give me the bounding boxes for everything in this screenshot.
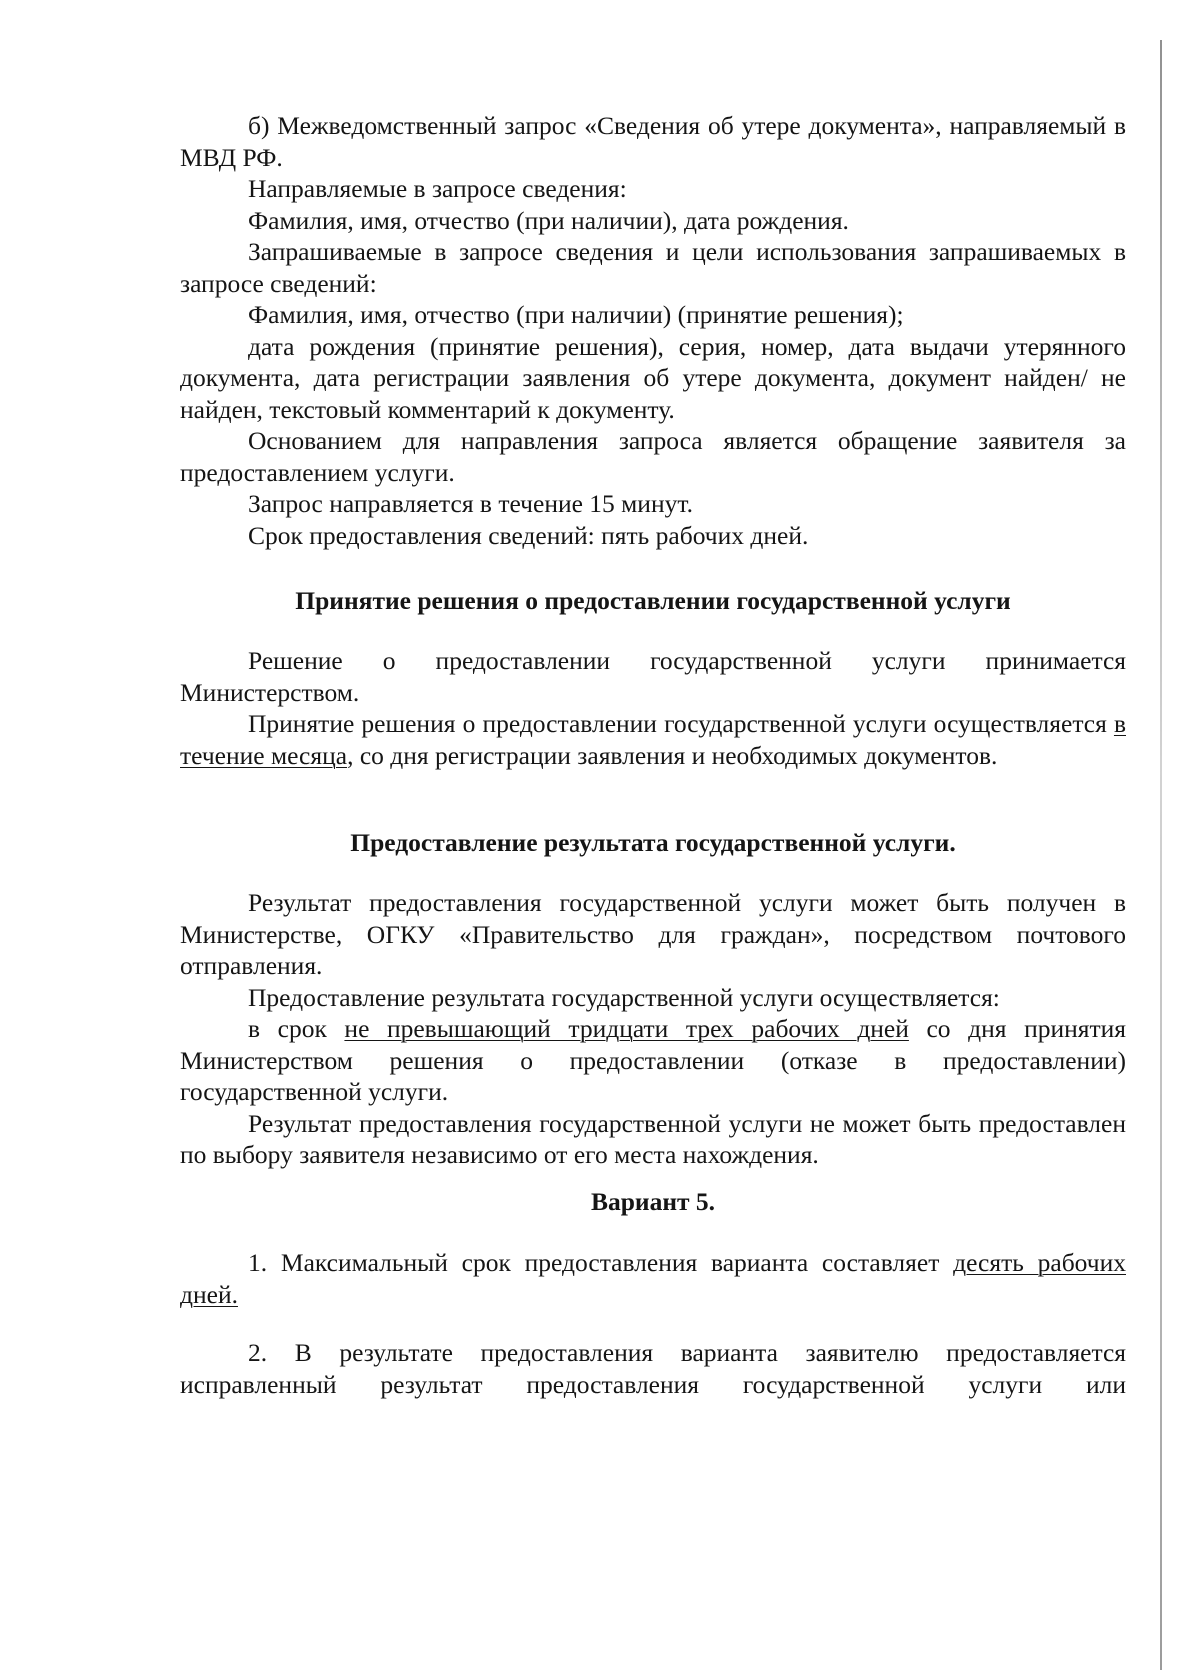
section-result-body — [180, 887, 1126, 1171]
paragraph-variant5-result: 2. В результате предоставления варианта заявителю предоставляется исправленный результат предоставления государственной услуги или — [180, 1338, 1126, 1399]
decision-term-text-before: Принятие решения о предоставлении государственной услуги осуществляется — [248, 709, 1114, 738]
paragraph-result-channels: Результат предоставления государственной услуги может быть получен в Министерстве, ОГКУ «Правительство для граждан», посредством почтового отправления. — [180, 888, 1126, 980]
section-variant5-item1 — [180, 1247, 1126, 1310]
paragraph-result-delivery-label: Предоставление результата государственной услуги осуществляется: — [248, 982, 1000, 1012]
section-decision — [180, 585, 1126, 617]
variant5-term-underlined: десять рабочих дней. — [180, 1248, 1126, 1309]
section-decision-body — [180, 645, 1126, 771]
heading-variant5: Вариант 5. — [590, 1187, 716, 1216]
section-interagency-request — [180, 110, 1126, 551]
result-term-text-before: в срок — [248, 1014, 345, 1043]
paragraph-sent-info-label: Направляемые в запросе сведения: — [248, 174, 627, 203]
heading-result: Предоставление результата государственной услуги. — [350, 828, 956, 857]
decision-term-underlined: в течение месяца — [180, 709, 1126, 770]
paragraph-result-term — [180, 1013, 1126, 1108]
paragraph-requested-info-2: дата рождения (принятие решения), серия, номер, дата выдачи утерянного документа, дата регистрации заявления об утере документа, документ найден/ не найден, текстовый комментарий к документу. — [180, 331, 1126, 424]
section-variant5 — [180, 1186, 1126, 1218]
paragraph-response-time: Срок предоставления сведений: пять рабочих дней. — [248, 520, 809, 550]
paragraph-sent-info: Фамилия, имя, отчество (при наличии), дата рождения. — [248, 205, 849, 235]
heading-decision: Принятие решения о предоставлении государственной услуги — [295, 586, 1011, 615]
scan-edge-line — [1160, 40, 1162, 1670]
paragraph-decision-term — [180, 708, 1126, 771]
paragraph-request-title: б) Межведомственный запрос «Сведения об утере документа», направляемый в МВД РФ. — [180, 111, 1126, 172]
paragraph-requested-info-1: Фамилия, имя, отчество (при наличии) (принятие решения); — [248, 300, 904, 329]
section-result — [180, 827, 1126, 859]
paragraph-request-time: Запрос направляется в течение 15 минут. — [248, 489, 693, 518]
variant5-term-text-before: 1. Максимальный срок предоставления варианта составляет — [248, 1248, 954, 1277]
paragraph-result-extraterritorial: Результат предоставления государственной услуги не может быть предоставлен по выбору заявителя независимо от его места нахождения. — [180, 1108, 1126, 1169]
paragraph-decision-authority: Решение о предоставлении государственной услуги принимается Министерством. — [180, 646, 1126, 707]
paragraph-requested-info-label: Запрашиваемые в запросе сведения и цели использования запрашиваемых в запросе сведений: — [180, 237, 1126, 298]
decision-term-text-after: , со дня регистрации заявления и необходимых документов. — [347, 740, 998, 770]
result-term-underlined: не превышающий тридцати трех рабочих дней — [344, 1014, 909, 1043]
paragraph-request-basis: Основанием для направления запроса является обращение заявителя за предоставлением услуги. — [180, 426, 1126, 487]
paragraph-variant5-max-term — [180, 1247, 1126, 1310]
result-term-text-after: со дня принятия Министерством решения о предоставлении (отказе в предоставлении) государственной услуги. — [180, 1014, 1127, 1106]
section-variant5-item2 — [180, 1337, 1126, 1400]
